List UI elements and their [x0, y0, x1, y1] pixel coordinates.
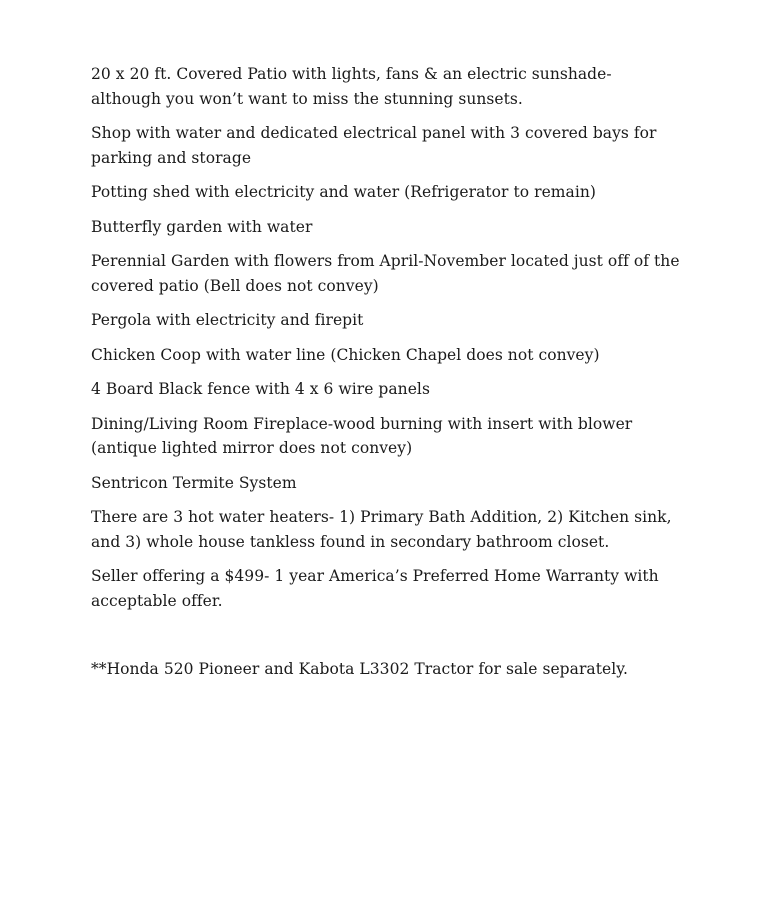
paragraph-butterfly-garden: Butterfly garden with water — [91, 217, 313, 236]
paragraph-termite-system: Sentricon Termite System — [91, 473, 297, 492]
paragraph-fireplace: Dining/Living Room Fireplace-wood burning with insert with blower (antique lighted mirror does not convey) — [91, 414, 633, 457]
paragraph-water-heaters: There are 3 hot water heaters- 1) Primary Bath Addition, 2) Kitchen sink, and 3) whole house tankless found in secondary bathroom closet. — [91, 508, 672, 551]
paragraph-covered-patio: 20 x 20 ft. Covered Patio with lights, fans & an electric sunshade-although you won’t want to miss the stunning sunsets. — [91, 65, 612, 108]
paragraph-chicken-coop: Chicken Coop with water line (Chicken Chapel does not convey) — [91, 345, 600, 364]
paragraph-spacer — [91, 623, 681, 657]
paragraph-shop: Shop with water and dedicated electrical panel with 3 covered bays for parking and storage — [91, 124, 657, 167]
paragraph-perennial-garden: Perennial Garden with flowers from April-November located just off of the covered patio (Bell does not convey) — [91, 252, 680, 295]
paragraph-potting-shed: Potting shed with electricity and water (Refrigerator to remain) — [91, 183, 596, 201]
document-body — [91, 62, 681, 692]
paragraph-pergola: Pergola with electricity and firepit — [91, 311, 364, 329]
paragraph-home-warranty: Seller offering a $499- 1 year America’s Preferred Home Warranty with acceptable offer. — [91, 567, 659, 610]
paragraph-footnote: **Honda 520 Pioneer and Kabota L3302 Tractor for sale separately. — [91, 660, 628, 678]
paragraph-fence: 4 Board Black fence with 4 x 6 wire panels — [91, 380, 430, 398]
